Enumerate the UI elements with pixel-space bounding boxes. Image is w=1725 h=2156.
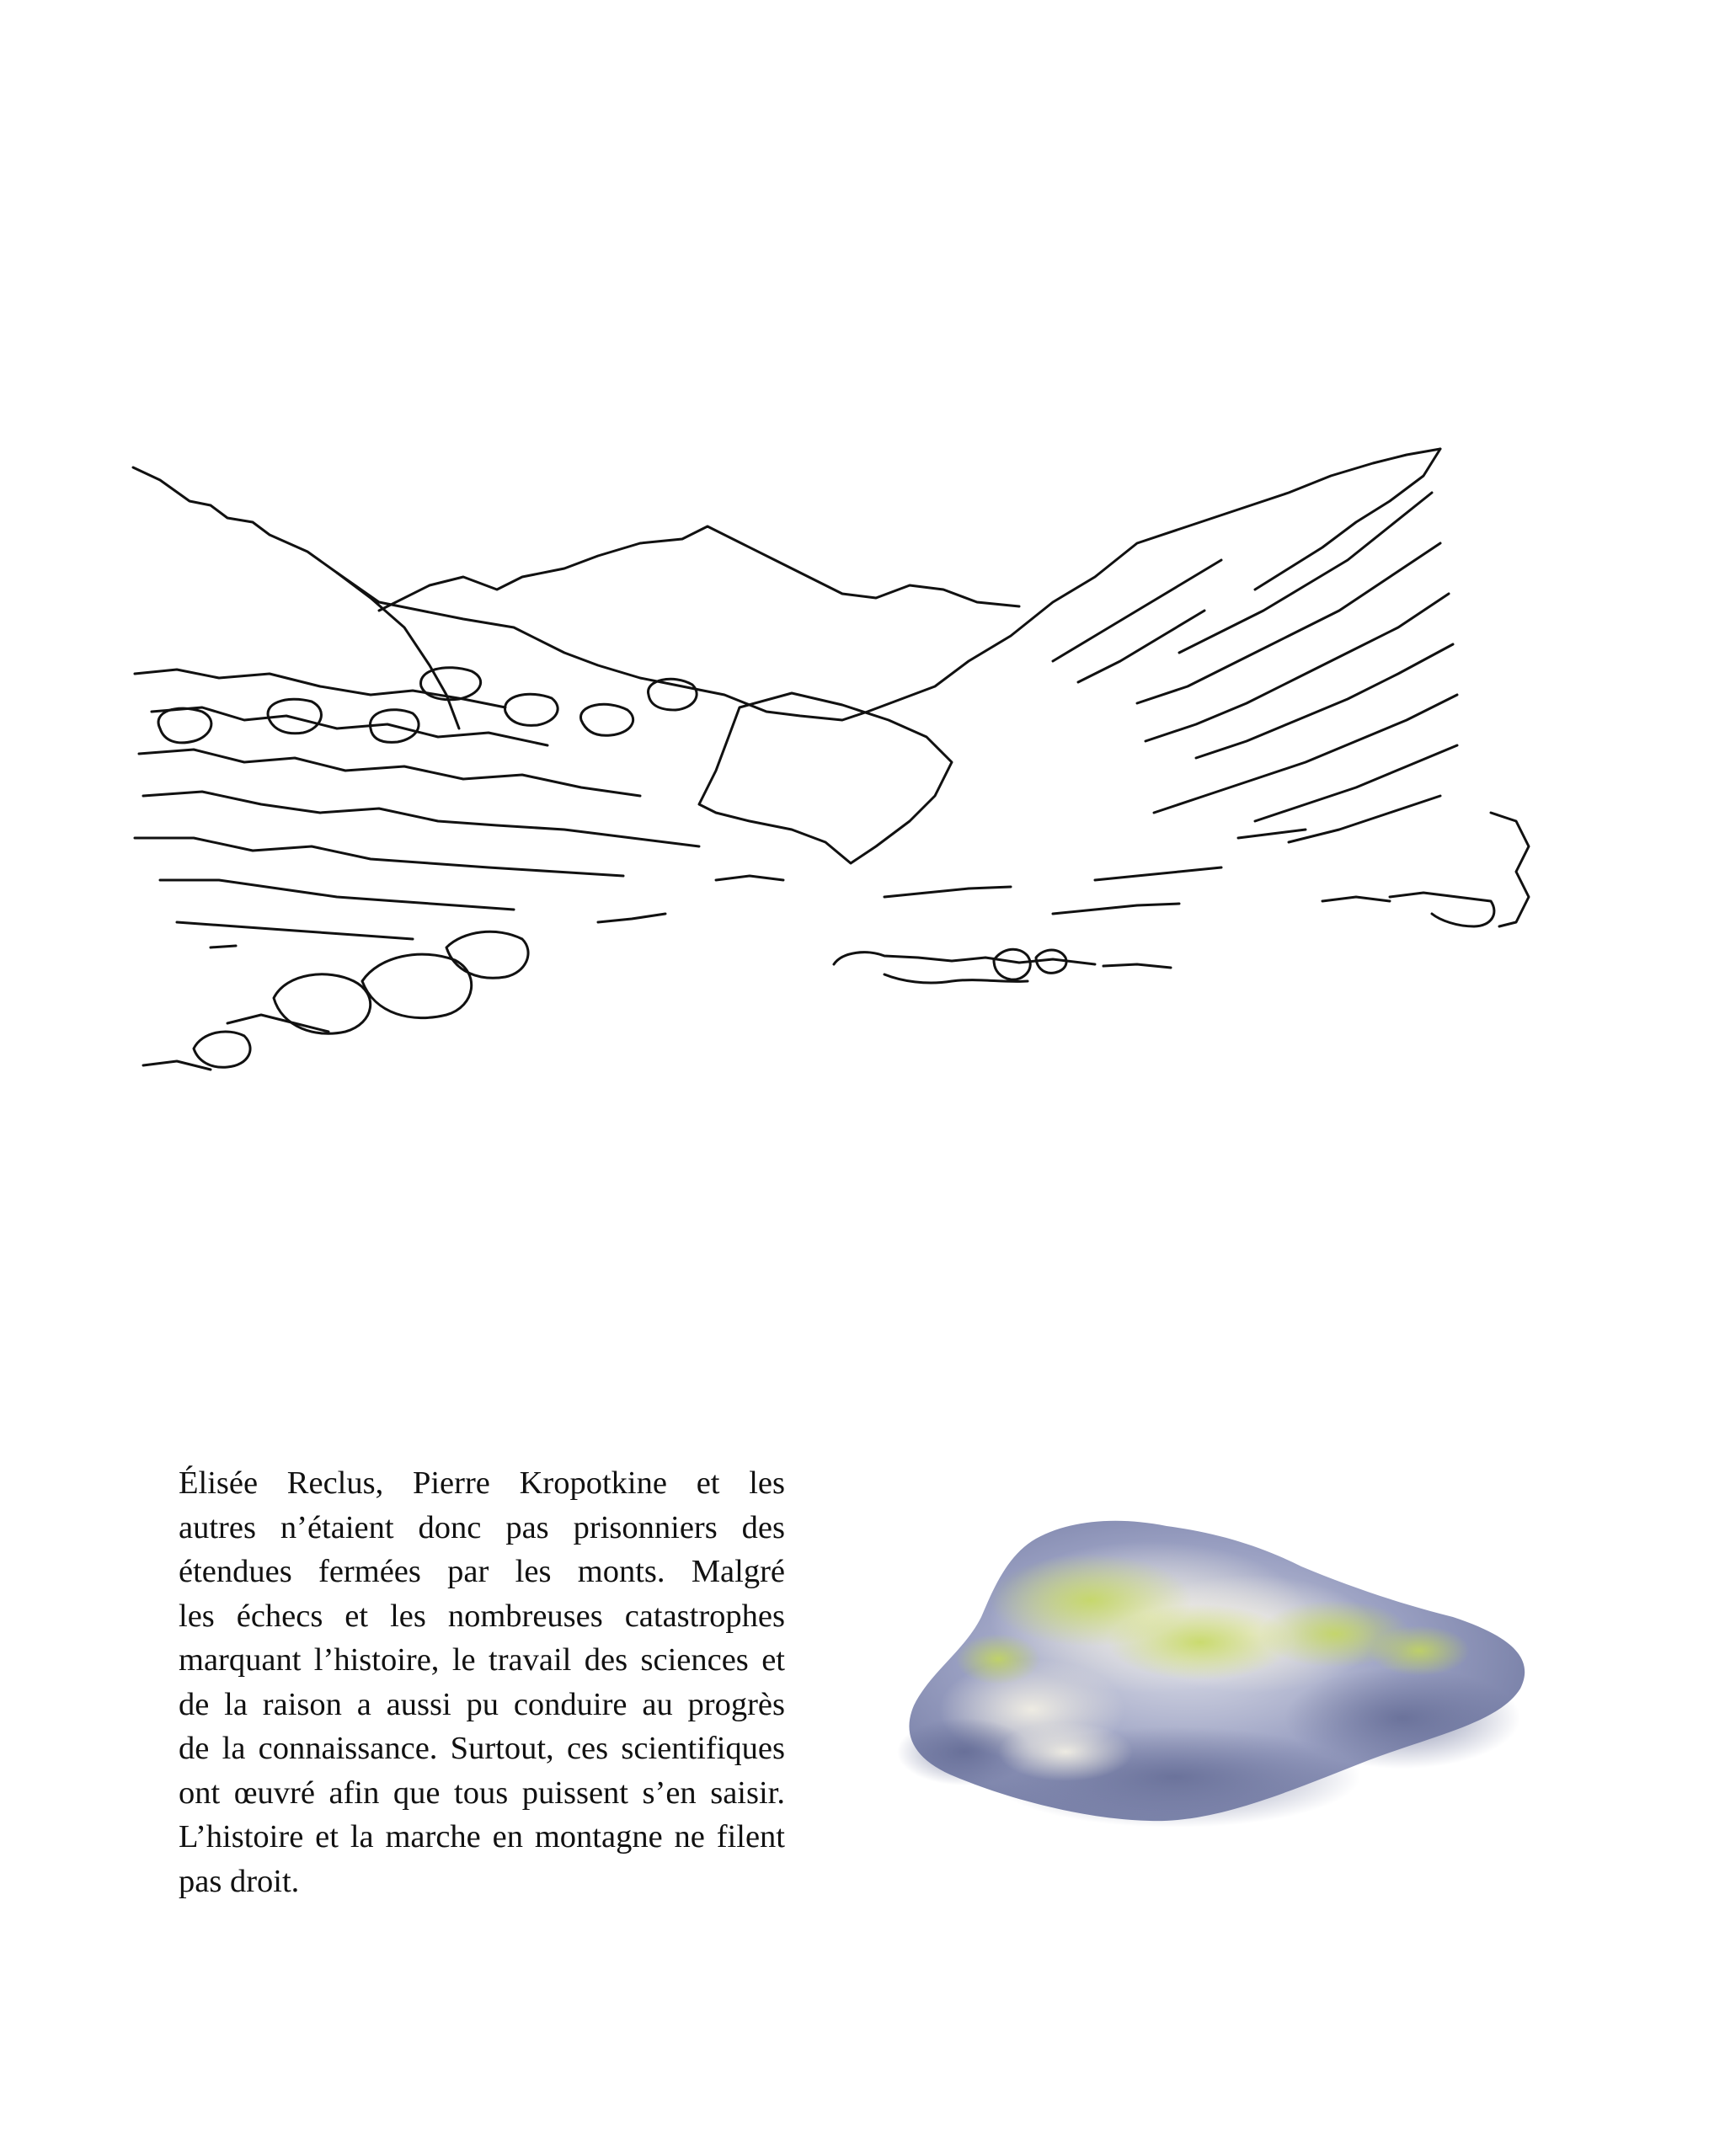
mountain-valley-drawing: [126, 442, 1592, 1166]
body-paragraph: [179, 1461, 785, 1903]
paragraph-line: L’histoire et la marche en montagne ne filent: [179, 1819, 785, 1854]
lichen-stone-watercolor: [897, 1508, 1579, 1844]
paragraph-line: pas droit.: [179, 1863, 300, 1899]
paragraph-line: Élisée Reclus, Pierre Kropotkine et les: [179, 1465, 785, 1501]
paragraph-line: autres n’étaient donc pas prisonniers des: [179, 1509, 785, 1545]
paragraph-line: étendues fermées par les monts. Malgré: [179, 1554, 785, 1589]
paragraph-line: de la raison a aussi pu conduire au progrès: [179, 1686, 785, 1722]
paragraph-line: marquant l’histoire, le travail des sciences et: [179, 1642, 785, 1678]
paragraph-line: de la connaissance. Surtout, ces scientifiques: [179, 1731, 785, 1766]
paragraph-line: les échecs et les nombreuses catastrophes: [179, 1598, 785, 1634]
paragraph-line: ont œuvré afin que tous puissent s’en saisir.: [179, 1774, 785, 1811]
